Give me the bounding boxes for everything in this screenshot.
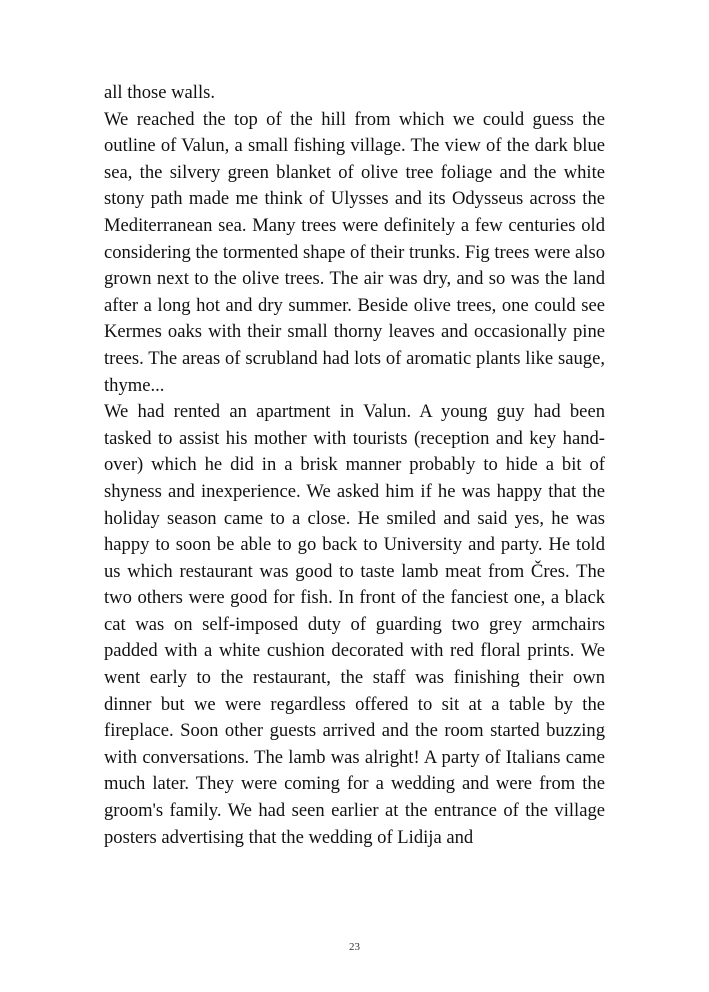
paragraph-3: We had rented an apartment in Valun. A young guy had been tasked to assist his mother with tourists (reception and key hand-over) which he did in a brisk manner probably to hide a bit of shyness and inexperience. We asked him if he was happy that the holiday season came to a close. He smiled and said yes, he was happy to soon be able to go back to University and party. He told us which restaurant was good to taste lamb meat from Čres. The two others were good for fish. In front of the fanciest one, a black cat was on self-imposed duty of guarding two grey armchairs padded with a white cushion decorated with red floral prints. We went early to the restaurant, the staff was finishing their own dinner but we were regardless offered to sit at a table by the fireplace. Soon other guests arrived and the room started buzzing with conversations. The lamb was alright! A party of Italians came much later. They were coming for a wedding and were from the groom's family. We had seen earlier at the entrance of the village posters advertising that the wedding of Lidija and [104, 401, 605, 848]
paragraph-1: all those walls. [104, 82, 216, 103]
paragraph-2: We reached the top of the hill from which we could guess the outline of Valun, a small fishing village. The view of the dark blue sea, the silvery green blanket of olive tree foliage and the white stony path made me think of Ulysses and its Odysseus across the Mediterranean sea. Many trees were definitely a few centuries old considering the tormented shape of their trunks. Fig trees were also grown next to the olive trees. The air was dry, and so was the land after a long hot and dry summer. Beside olive trees, one could see Kermes oaks with their small thorny leaves and occasionally pine trees. The areas of scrubland had lots of aromatic plants like sauge, thyme... [104, 108, 605, 396]
page-body [104, 80, 605, 851]
page-number: 23 [349, 941, 360, 953]
